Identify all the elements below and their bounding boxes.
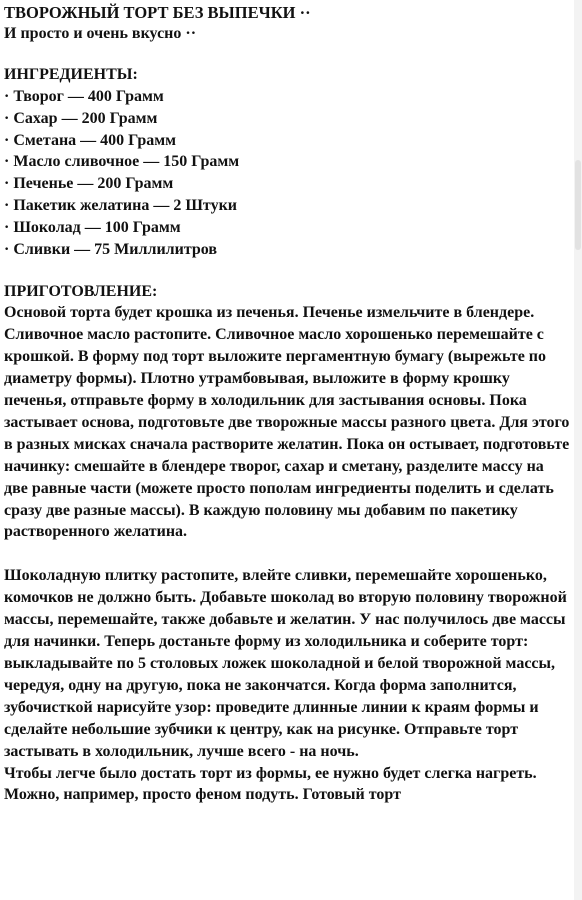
preparation-heading: ПРИГОТОВЛЕНИЕ: xyxy=(4,283,158,301)
preparation-paragraph: Шоколадную плитку растопите, влейте сливки, перемешайте хорошенько, комочков не должно быть. Добавьте шоколад во вторую половину творожной массы, перемешайте, также добавьте и желатин. У нас получилось две массы для начинки. Теперь достаньте форму из холодильника и соберите торт: выкладывайте по 5 столовых ложек шоколадной и белой творожной массы, чередуя, одну на другую, пока не закончатся. Когда форма заполнится, зубочисткой нарисуйте узор: проведите длинные линии к краям формы и сделайте небольшие зубчики к центру, как на рисунке. Отправьте торт застывать в холодильник, лучше всего - на ночь. xyxy=(4,567,567,760)
ingredient-item: · Масло сливочное — 150 Грамм xyxy=(4,153,240,171)
preparation-paragraph: Чтобы легче было достать торт из формы, ее нужно будет слегка нагреть. Можно, например, просто феном подуть. Готовый торт xyxy=(4,764,537,804)
preparation-paragraph: Основой торта будет крошка из печенья. Печенье измельчите в блендере. Сливочное масло растопите. Сливочное масло хорошенько перемешайте с крошкой. В форму под торт выложите пергаментную бумагу (вырежьте по диаметру формы). Плотно утрамбовывая, выложите в форму крошку печенья, отправьте форму в холодильник для застывания основы. Пока застывает основа, подготовьте две творожные массы разного цвета. Для этого в разных мисках сначала растворите желатин. Пока он остывает, подготовьте начинку: смешайте в блендере творог, сахар и сметану, разделите массу на две равные части (можете просто пополам ингредиенты поделить и сделать сразу две разные массы). В каждую половину мы добавим по пакетику растворенного желатина. xyxy=(4,304,570,541)
ingredient-item: · Шоколад — 100 Грамм xyxy=(4,218,181,236)
ingredient-item: · Сливки — 75 Миллилитров xyxy=(4,240,218,258)
vertical-scrollbar[interactable] xyxy=(574,0,582,900)
paragraph-spacer xyxy=(4,543,570,565)
ingredient-item: · Творог — 400 Грамм xyxy=(4,88,164,105)
recipe-subtitle: И просто и очень вкусно ·· xyxy=(4,25,197,42)
ingredients-list xyxy=(4,86,570,260)
ingredient-item: · Пакетик желатина — 2 Штуки xyxy=(4,196,238,214)
scrollbar-thumb[interactable] xyxy=(575,160,581,250)
ingredients-heading: ИНГРЕДИЕНТЫ: xyxy=(4,66,138,83)
ingredient-item: · Сахар — 200 Грамм xyxy=(4,109,158,127)
ingredient-item: · Печенье — 200 Грамм xyxy=(4,175,174,193)
recipe-title: ТВОРОЖНЫЙ ТОРТ БЕЗ ВЫПЕЧКИ ·· xyxy=(4,3,311,22)
ingredient-item: · Сметана — 400 Грамм xyxy=(4,131,177,149)
recipe-document xyxy=(4,2,570,806)
